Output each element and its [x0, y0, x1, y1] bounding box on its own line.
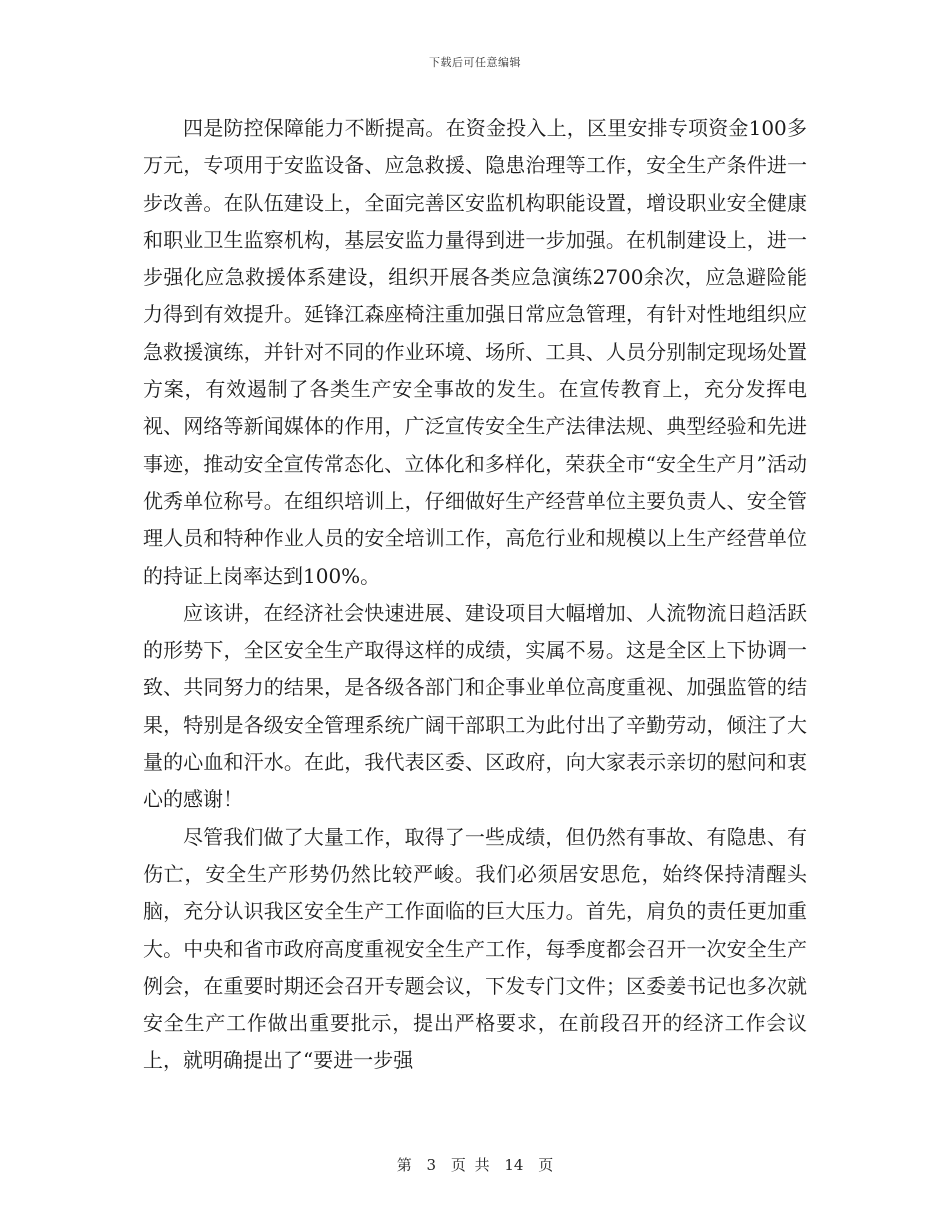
footer-total-pages: 14 — [504, 1156, 524, 1174]
footer-current-page: 3 — [426, 1156, 437, 1174]
footer-middle: 页 共 — [450, 1156, 490, 1174]
footer-suffix: 页 — [538, 1156, 554, 1174]
paragraph-2: 应该讲，在经济社会快速进展、建设项目大幅增加、人流物流日趋活跃的形势下，全区安全生产取得这样的成绩，实属不易。这是全区上下协调一致、共同努力的结果，是各级各部门和企事业单位高度重视、加强监管的结果，特别是各级安全管理系统广阔干部职工为此付出了辛勤劳动，倾注了大量的心血和汗水。在此，我代表区委、区政府，向大家表示亲切的慰问和衷心的感谢！ — [143, 600, 807, 812]
footer-prefix: 第 — [396, 1156, 412, 1174]
page-footer — [0, 1154, 950, 1175]
header-note: 下载后可任意编辑 — [429, 56, 521, 69]
paragraph-3: 尽管我们做了大量工作，取得了一些成绩，但仍然有事故、有隐患、有伤亡，安全生产形势仍然比较严峻。我们必须居安思危，始终保持清醒头脑，充分认识我区安全生产工作面临的巨大压力。首先，肩负的责任更加重大。中央和省市政府高度重视安全生产工作，每季度都会召开一次安全生产例会，在重要时期还会召开专题会议，下发专门文件；区委姜书记也多次就安全生产工作做出重要批示，提出严格要求，在前段召开的经济工作会议上，就明确提出了“要进一步强 — [143, 824, 807, 1073]
document-body — [143, 110, 807, 1080]
paragraph-1: 四是防控保障能力不断提高。在资金投入上，区里安排专项资金100多万元，专项用于安监设备、应急救援、隐患治理等工作，安全生产条件进一步改善。在队伍建设上，全面完善区安监机构职能设置，增设职业安全健康和职业卫生监察机构，基层安监力量得到进一步加强。在机制建设上，进一步强化应急救援体系建设，组织开展各类应急演练2700余次，应急避险能力得到有效提升。延锋江森座椅注重加强日常应急管理，有针对性地组织应急救援演练，并针对不同的作业环境、场所、工具、人员分别制定现场处置方案，有效遏制了各类生产安全事故的发生。在宣传教育上，充分发挥电视、网络等新闻媒体的作用，广泛宣传安全生产法律法规、典型经验和先进事迹，推动安全宣传常态化、立体化和多样化，荣获全市“安全生产月”活动优秀单位称号。在组织培训上，仔细做好生产经营单位主要负责人、安全管理人员和特种作业人员的安全培训工作，高危行业和规模以上生产经营单位的持证上岗率达到100%。 — [143, 116, 807, 588]
